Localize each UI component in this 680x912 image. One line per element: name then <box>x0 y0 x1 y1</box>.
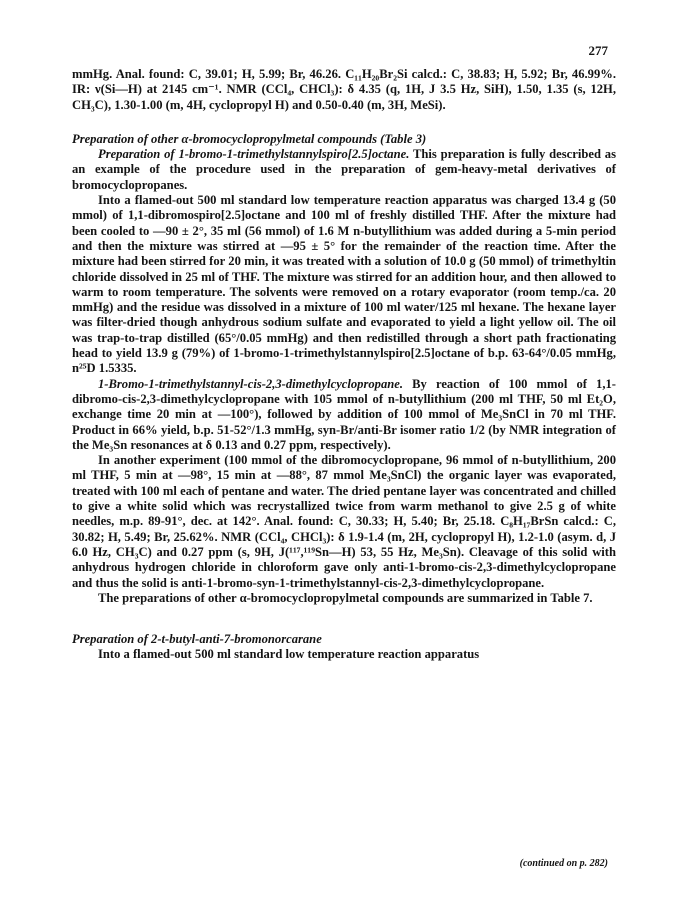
paragraph-analysis-continued: mmHg. Anal. found: C, 39.01; H, 5.99; Br, 46.26. C₁₁H₂₀Br₂Si calcd.: C, 38.83; H, 5.92; Br, 46.99%. IR: ν(Si—H) at 2145 cm⁻¹. NMR (CCl₄, CHCl₃): δ 4.35 (q, 1H, J 3.5 Hz, SiH), 1.50, 1.35 (s, 12H, CH₃C), 1.30-1.00 (m, 4H, cyclopropyl H) and 0.50-0.40 (m, 3H, MeSi). <box>72 67 616 112</box>
paragraph-norcarane-start: Into a flamed-out 500 ml standard low temperature reaction apparatus <box>98 647 480 662</box>
section-heading-bromocyclopropylmetal: Preparation of other α-bromocyclopropylmetal compounds (Table 3) <box>72 131 427 146</box>
continued-note: (continued on p. 282) <box>519 858 608 869</box>
paragraph-another-experiment: In another experiment (100 mmol of the dibromocyclopropane, 96 mmol of n-butyllithium, 200 ml THF, 5 min at —98°, 15 min at —88°, 87 mmol Me₃SnCl) the organic layer was evaporated, treated with 100 ml each of pentane and water. The dried pentane layer was concentrated and chilled to give a white solid which was recrystallized twice from warm methanol to give 2.5 g of white needles, m.p. 89-91°, dec. at 142°. Anal. found: C, 30.33; H, 5.40; Br, 25.18. C₈H₁₇BrSn calcd.: C, 30.82; H, 5.49; Br, 25.62%. NMR (CCl₄, CHCl₃): δ 1.9-1.4 (m, 2H, cyclopropyl H), 1.2-1.0 (asym. d, J 6.0 Hz, CH₃C) and 0.27 ppm (s, 9H, J(¹¹⁷,¹¹⁹Sn—H) 53, 55 Hz, Me₃Sn). Cleavage of this solid with anhydrous hydrogen chloride in chloroform gave only anti-1-bromo-cis-2,3-dimethylcyclopropane and thus the solid is anti-1-bromo-syn-1-trimethylstannyl-cis-2,3-dimethylcyclopropane. <box>72 453 616 590</box>
paragraph-table-summary: The preparations of other α-bromocyclopropylmetal compounds are summarized in Table 7. <box>98 590 593 605</box>
subsection-title-dimethylcyclopropane: 1-Bromo-1-trimethylstannyl-cis-2,3-dimethylcyclopropane. <box>98 376 404 391</box>
paragraph-dimethylcyclopropane-text: By reaction of 100 mmol of 1,1-dibromo-cis-2,3-dimethylcyclopropane with 105 mmol of n-butyllithium (200 ml THF, 50 ml Et₂O, exchange time 20 min at —100°), followed by addition of 100 mmol of Me₃SnCl in 70 ml THF. Product in 66% yield, b.p. 51-52°/1.3 mmHg, syn-Br/anti-Br isomer ratio 1/2 (by NMR integration of the Me₃Sn resonances at δ 0.13 and 0.27 ppm, respectively). <box>72 376 616 452</box>
paragraph-spirooctane-intro <box>72 147 616 193</box>
paragraph-dimethylcyclopropane <box>72 377 616 453</box>
paragraph-spirooctane-intro-text: This preparation is fully described as an example of the procedure used in the preparation of gem-heavy-metal derivatives of bromocyclopropanes. <box>72 147 616 192</box>
article-body <box>72 67 616 663</box>
page-number: 277 <box>588 43 608 58</box>
paragraph-spirooctane-procedure: Into a flamed-out 500 ml standard low temperature reaction apparatus was charged 13.4 g (50 mmol) of 1,1-dibromospiro[2.5]octane and 100 ml of freshly distilled THF. After the mixture had been cooled to —90 ± 2°, 35 ml (56 mmol) of 1.6 M n-butyllithium was added during a 5-min period and then the mixture was stirred at —95 ± 5° for the remainder of the reaction time. After the mixture had been stirred for 20 min, it was treated with a solution of 10.0 g (50 mmol) of trimethyltin chloride dissolved in 25 ml of THF. The mixture was stirred for an addition hour, and then allowed to warm to room temperature. The solvents were removed on a rotary evaporator (room temp./ca. 20 mmHg) and the residue was dissolved in a mixture of 100 ml water/125 ml hexane. The hexane layer was filter-dried though anhydrous sodium sulfate and evaporated to yield a light yellow oil. The oil was trap-to-trap distilled (65°/0.05 mmHg) and then redistilled through a short path fractionating head to yield 13.9 g (79%) of 1-bromo-1-trimethylstannylspiro[2.5]octane of b.p. 63-64°/0.05 mmHg, n²⁵D 1.5335. <box>72 193 616 376</box>
subsection-title-spirooctane: Preparation of 1-bromo-1-trimethylstannylspiro[2.5]octane. <box>98 147 410 162</box>
section-heading-norcarane: Preparation of 2-t-butyl-anti-7-bromonorcarane <box>72 632 322 647</box>
